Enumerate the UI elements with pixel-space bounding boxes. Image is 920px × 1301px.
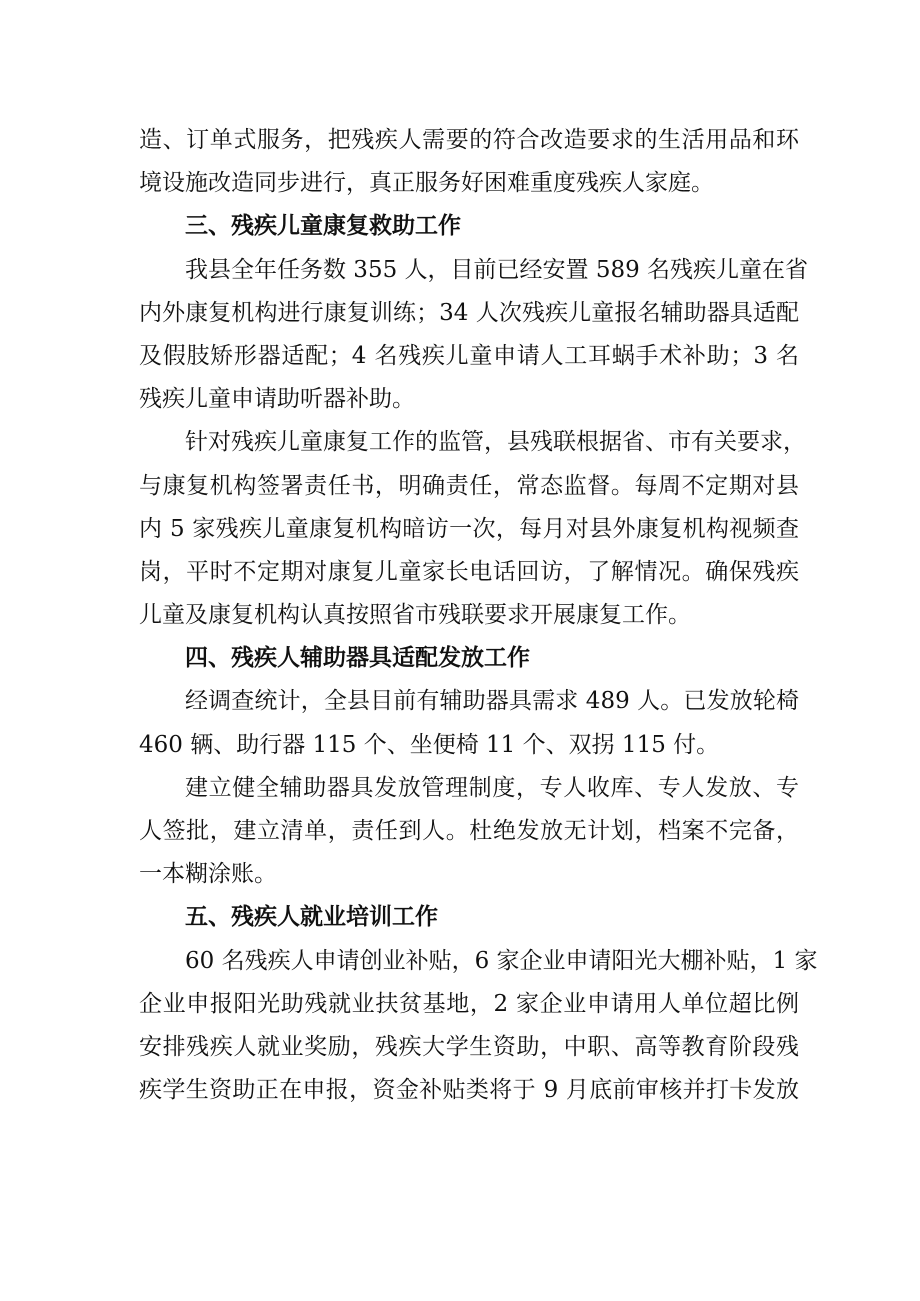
document-page: [139, 119, 818, 1112]
paragraph-continuation: [139, 119, 799, 205]
text-line: 60 名残疾人申请创业补贴，6 家企业申请阳光大棚补贴，1 家: [185, 947, 818, 974]
text-line: 建立健全辅助器具发放管理制度，专人收库、专人发放、专: [185, 774, 799, 801]
text-line: 企业申报阳光助残就业扶贫基地，2 家企业申请用人单位超比例: [139, 990, 799, 1017]
text-line: 造、订单式服务，把残疾人需要的符合改造要求的生活用品和环: [139, 127, 799, 153]
text-line: 疾学生资助正在申报，资金补贴类将于 9 月底前审核并打卡发放: [139, 1077, 799, 1104]
section-3-paragraph-2: [139, 421, 806, 637]
section-3-paragraph-1: [139, 249, 809, 422]
section-heading-3: 三、残疾儿童康复救助工作: [185, 213, 461, 240]
section-4-paragraph-2: [139, 767, 799, 897]
text-line: 儿童及康复机构认真按照省市残联要求开展康复工作。: [139, 602, 691, 629]
section-4-paragraph-1: [139, 680, 799, 766]
text-line: 一本糊涂账。: [139, 861, 277, 888]
section-heading-4: 四、残疾人辅助器具适配发放工作: [185, 645, 530, 672]
text-line: 安排残疾人就业奖励，残疾大学生资助，中职、高等教育阶段残: [139, 1033, 799, 1060]
text-line: 内外康复机构进行康复训练；34 人次残疾儿童报名辅助器具适配: [139, 299, 799, 326]
text-line: 岗，平时不定期对康复儿童家长电话回访，了解情况。确保残疾: [139, 558, 799, 585]
text-line: 内 5 家残疾儿童康复机构暗访一次，每月对县外康复机构视频查: [139, 515, 799, 542]
section-5-paragraph-1: [139, 940, 818, 1113]
text-line: 针对残疾儿童康复工作的监管，县残联根据省、市有关要求，: [185, 429, 806, 456]
text-line: 人签批，建立清单，责任到人。杜绝发放无计划，档案不完备，: [139, 818, 799, 844]
text-line: 与康复机构签署责任书，明确责任，常态监督。每周不定期对县: [139, 472, 799, 499]
text-line: 经调查统计，全县目前有辅助器具需求 489 人。已发放轮椅: [185, 688, 799, 715]
text-line: 我县全年任务数 355 人，目前已经安置 589 名残疾儿童在省: [185, 256, 809, 283]
text-line: 境设施改造同步进行，真正服务好困难重度残疾人家庭。: [139, 170, 714, 197]
section-heading-5: 五、残疾人就业培训工作: [185, 904, 438, 931]
text-line: 及假肢矫形器适配；4 名残疾儿童申请人工耳蜗手术补助；3 名: [139, 342, 799, 369]
text-line: 残疾儿童申请助听器补助。: [139, 386, 415, 413]
text-line: 460 辆、助行器 115 个、坐便椅 11 个、双拐 115 付。: [139, 731, 720, 758]
